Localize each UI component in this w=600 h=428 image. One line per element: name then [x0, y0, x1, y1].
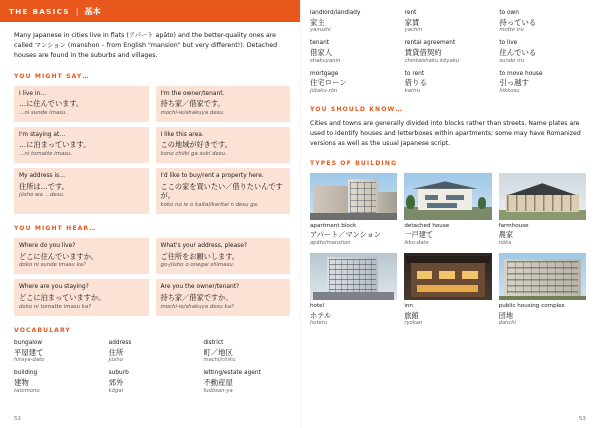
vocab-romaji: motte iru: [499, 27, 524, 34]
vocab-item: [109, 370, 196, 394]
vocab-japanese: 住宅ローン: [310, 78, 347, 88]
vocab-item: [405, 40, 492, 64]
banner-title: THE BASICS: [9, 6, 70, 16]
building-english: detached house: [404, 222, 450, 229]
vocab-japanese: 家賃: [404, 17, 420, 27]
vocab-english: district: [203, 339, 224, 346]
vocab-item: [109, 340, 196, 364]
phrase-japanese: …に住んでいます。: [19, 99, 84, 109]
vocab-romaji: yachin: [404, 27, 423, 34]
section-banner: [0, 0, 300, 22]
phrase-card: [156, 279, 291, 315]
vocab-japanese: 賃貸借契約: [404, 48, 442, 58]
phrase-english: I live in…: [19, 90, 47, 97]
phrase-english: My address is…: [19, 173, 66, 180]
building-card: [404, 173, 491, 246]
vocab-item: [405, 10, 492, 34]
building-english: apartment block: [310, 222, 357, 229]
building-english: inn: [404, 303, 413, 310]
vocab-romaji: tatemono: [14, 387, 40, 394]
vocab-item: [310, 40, 397, 64]
vocab-romaji: yanushi: [310, 27, 331, 34]
vocab-romaji: chintaishaku kēyaku: [404, 57, 460, 64]
phrase-card: [156, 168, 291, 214]
phrase-card: [14, 127, 149, 163]
vocab-english: to move house: [499, 70, 543, 77]
phrase-english: Are you the owner/tenant?: [160, 284, 240, 291]
heading-you-might-say: YOU MIGHT SAY…: [14, 72, 90, 80]
vocab-english: bungalow: [14, 339, 43, 346]
phrase-romaji: mochi-ie/shakuya desu.: [160, 109, 225, 116]
vocab-japanese: 平屋建て: [14, 347, 44, 357]
vocab-item: [499, 40, 586, 64]
heading-types-of-building: TYPES OF BUILDING: [310, 159, 398, 167]
building-romaji: apāto/manshon: [310, 239, 351, 246]
phrase-card: [14, 86, 149, 122]
vocabulary-list-right: [310, 10, 586, 95]
you-might-hear-list: [14, 238, 290, 316]
phrase-japanese: ご住所をお願いします。: [160, 251, 239, 261]
vocab-item: [310, 10, 397, 34]
vocab-japanese: 借りる: [404, 78, 427, 88]
phrase-english: I'm the owner/tenant.: [160, 90, 225, 97]
phrase-english: Where do you live?: [19, 243, 76, 250]
vocab-english: to live: [499, 40, 518, 47]
phrase-japanese: 住所は…です。: [19, 181, 69, 191]
building-japanese: アパート／マンション: [310, 230, 381, 240]
phrase-romaji: …ni tomatte imasu.: [19, 151, 73, 158]
vocab-english: rental agreement: [404, 40, 456, 47]
vocab-item: [14, 340, 101, 364]
phrase-japanese: この地域が好きです。: [160, 140, 232, 150]
vocab-japanese: 郊外: [108, 377, 124, 387]
vocab-romaji: kōgai: [108, 387, 124, 394]
phrase-card: [14, 279, 149, 315]
vocab-english: to rent: [404, 70, 425, 77]
phrase-card: [156, 127, 291, 163]
detached-house-photo: [404, 173, 491, 220]
vocab-japanese: 引っ越す: [499, 78, 529, 88]
building-english: farmhouse: [498, 222, 529, 229]
phrase-japanese: 持ち家／借家ですか。: [160, 293, 233, 303]
public-housing-photo: [499, 253, 586, 300]
phrase-english: What's your address, please?: [160, 243, 247, 250]
banner-separator: |: [75, 6, 79, 16]
phrase-card: [14, 238, 149, 274]
building-card: [310, 253, 397, 326]
building-card: [404, 253, 491, 326]
vocab-english: address: [108, 339, 132, 346]
vocab-item: [405, 71, 492, 95]
phrase-japanese: …に泊まっています。: [19, 140, 91, 150]
building-card: [499, 173, 586, 246]
phrase-romaji: mochi-ie/shakuya desu ka?: [160, 303, 234, 310]
phrase-romaji: …ni sunde imasu.: [19, 109, 68, 116]
building-japanese: 旅館: [404, 310, 419, 320]
phrase-romaji: jūsho wa …desu.: [19, 192, 65, 199]
phrase-japanese: どこに住んでいますか。: [19, 251, 99, 261]
building-photo-grid: [310, 173, 586, 327]
phrase-japanese: ここの家を買いたい／借りたいんですが。: [160, 181, 283, 201]
phrase-english: I'm staying at…: [19, 131, 66, 138]
phrase-card: [156, 238, 291, 274]
vocab-japanese: 住んでいる: [499, 48, 537, 58]
building-card: [499, 253, 586, 326]
building-japanese: 一戸建て: [404, 230, 434, 240]
building-english: hotel: [310, 303, 325, 310]
building-romaji: ryokan: [404, 319, 423, 326]
building-romaji: hoteru: [310, 319, 328, 326]
phrase-romaji: doko ni sunde imasu ka?: [19, 262, 86, 269]
vocab-english: letting/estate agent: [203, 370, 261, 377]
vocab-romaji: sunde iru: [499, 57, 525, 64]
vocab-japanese: 持っている: [499, 17, 537, 27]
vocab-japanese: 建物: [14, 377, 29, 387]
building-japanese: ホテル: [310, 310, 332, 320]
vocab-english: tenant: [310, 40, 330, 47]
phrase-card: [156, 86, 291, 122]
phrase-english: Where are you staying?: [19, 284, 89, 291]
farmhouse-photo: [499, 173, 586, 220]
building-romaji: nōka: [498, 239, 512, 246]
phrase-card: [14, 168, 149, 214]
vocab-romaji: hikkosu: [499, 88, 520, 95]
vocab-japanese: 不動産屋: [203, 377, 233, 387]
vocabulary-list-left: [14, 340, 290, 395]
vocab-japanese: 住所: [108, 347, 124, 357]
vocab-item: [203, 340, 290, 364]
vocab-item: [499, 71, 586, 95]
vocab-romaji: fudōsan-ya: [203, 387, 233, 394]
building-english: public housing complex: [498, 303, 565, 310]
phrase-english: I'd like to buy/rent a property here.: [160, 173, 264, 180]
heading-vocabulary: VOCABULARY: [14, 326, 71, 334]
vocab-item: [310, 71, 397, 95]
phrase-english: I like this area.: [160, 131, 204, 138]
hotel-photo: [310, 253, 397, 300]
vocab-romaji: jūsho: [108, 357, 123, 364]
vocab-item: [14, 370, 101, 394]
phrase-japanese: どこに泊まっていますか。: [19, 293, 106, 303]
heading-you-might-hear: YOU MIGHT HEAR…: [14, 225, 97, 233]
building-romaji: ikko-date: [404, 239, 429, 246]
phrase-romaji: doko ni tomatte imasu ka?: [19, 303, 91, 310]
vocab-english: suburb: [108, 370, 129, 377]
page-gutter: [300, 0, 301, 428]
vocab-english: mortgage: [310, 70, 339, 77]
vocab-item: [499, 10, 586, 34]
you-should-know-text: Cities and towns are generally divided into blocks rather than streets. Name plates are used to identify houses and letterboxes within apartments; some may have Romanized versions as well as the usual Japanese script.: [310, 120, 581, 147]
apartment-block-photo: [310, 173, 397, 220]
you-might-say-list: [14, 86, 290, 215]
vocab-japanese: 家主: [310, 17, 325, 27]
vocab-romaji: machi/chiku: [203, 357, 236, 364]
vocab-romaji: hiraya-date: [14, 357, 45, 364]
building-romaji: danchi: [498, 319, 516, 326]
right-page: [300, 0, 600, 428]
vocab-english: to own: [499, 10, 519, 16]
banner-title-japanese: 基本: [84, 5, 101, 16]
vocab-japanese: 町／地区: [203, 347, 233, 357]
vocab-item: [203, 370, 290, 394]
page-number-right: 53: [578, 416, 586, 422]
vocab-english: landlord/landlady: [310, 10, 361, 16]
page-number-left: 52: [14, 416, 22, 422]
building-japanese: 農家: [498, 230, 514, 240]
building-card: [310, 173, 397, 246]
phrase-romaji: koko no ie o kaitai/karitai n desu ga.: [160, 202, 259, 209]
vocab-romaji: jūtaku-rōn: [310, 88, 338, 95]
vocab-romaji: shakuyanin: [310, 57, 341, 64]
phrase-japanese: 持ち家／借家です。: [160, 99, 225, 109]
building-japanese: 団地: [498, 310, 514, 320]
heading-you-should-know: YOU SHOULD KNOW…: [310, 105, 403, 113]
vocab-english: rent: [404, 10, 417, 16]
phrase-romaji: go-jūsho o onegai shimasu.: [160, 262, 235, 269]
vocab-romaji: kariru: [404, 88, 421, 95]
vocab-japanese: 借家人: [310, 48, 333, 58]
phrase-romaji: kono chiiki ga suki desu.: [160, 151, 227, 158]
inn-photo: [404, 253, 491, 300]
intro-paragraph: Many Japanese in cities live in flats (アパート apāto) and the better-quality ones are called マンション (manshon – from English "mansion" but very different!). Detached houses are found in the suburbs and villages.: [14, 32, 278, 60]
vocab-english: building: [14, 370, 38, 377]
